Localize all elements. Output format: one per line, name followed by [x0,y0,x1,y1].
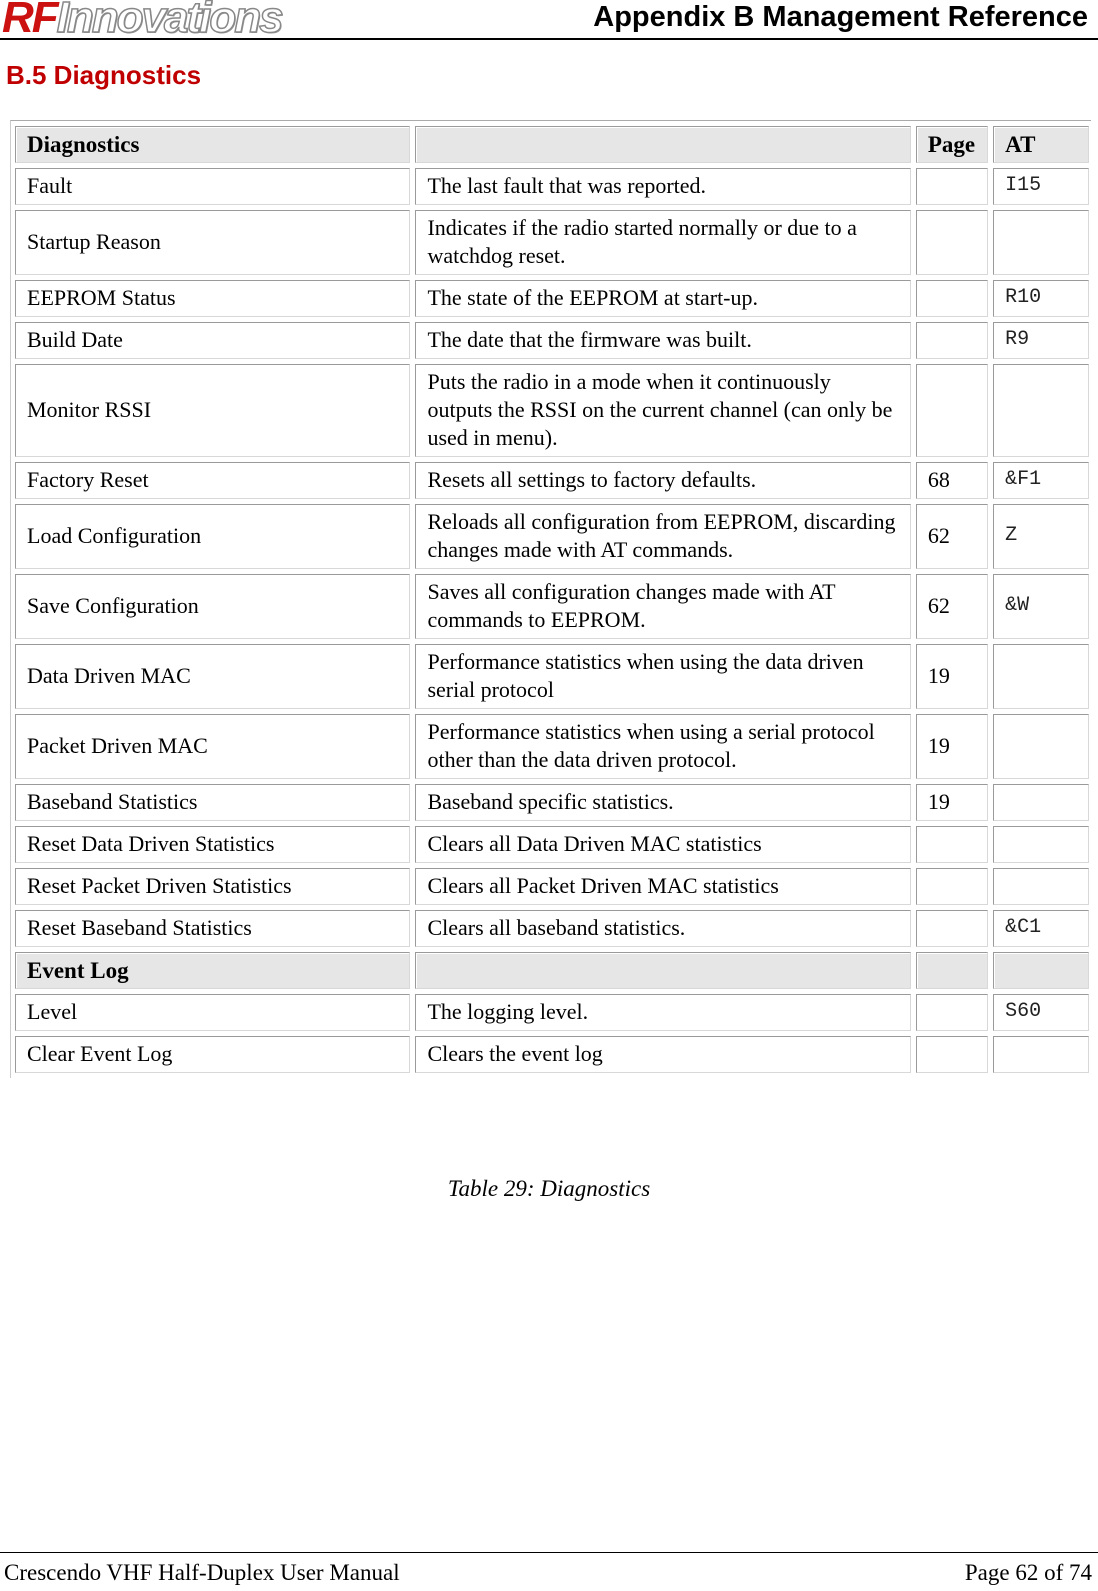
logo-innovations: Innovations [56,0,282,42]
at-command-cell: &W [993,574,1089,639]
setting-name-cell: Save Configuration [15,574,410,639]
setting-description-cell: Clears the event log [415,1036,910,1073]
setting-description-cell: Performance statistics when using a serial protocol other than the data driven protocol. [415,714,910,779]
setting-description-cell: The last fault that was reported. [415,168,910,205]
page-ref-cell [916,994,988,1031]
page-ref-cell: 62 [916,504,988,569]
at-command-cell [993,364,1089,457]
company-logo [2,0,282,42]
footer-divider [0,1552,1098,1553]
logo-rf: RF [2,0,57,42]
at-command-cell [993,868,1089,905]
page-ref-cell [916,910,988,947]
page-ref-cell: 19 [916,784,988,821]
setting-name-cell: Fault [15,168,410,205]
setting-description-cell: Indicates if the radio started normally or due to a watchdog reset. [415,210,910,275]
page-ref-cell: 19 [916,714,988,779]
setting-name-cell: Startup Reason [15,210,410,275]
at-command-cell [993,784,1089,821]
group-header-page [916,952,988,989]
group-header-at: AT [993,126,1089,163]
page-ref-cell [916,210,988,275]
page-header [0,0,1098,40]
table-row [15,910,1089,947]
setting-name-cell: Build Date [15,322,410,359]
setting-description-cell: The logging level. [415,994,910,1031]
table-row [15,826,1089,863]
setting-name-cell: Level [15,994,410,1031]
table-row [15,574,1089,639]
setting-name-cell: Load Configuration [15,504,410,569]
setting-name-cell: Baseband Statistics [15,784,410,821]
diagnostics-table-frame [10,120,1091,1078]
table-group-header [15,126,1089,163]
table-row [15,322,1089,359]
table-row [15,714,1089,779]
at-command-cell: Z [993,504,1089,569]
setting-description-cell: The date that the firmware was built. [415,322,910,359]
setting-description-cell: Reloads all configuration from EEPROM, discarding changes made with AT commands. [415,504,910,569]
page-ref-cell [916,280,988,317]
diagnostics-table [10,121,1094,1078]
setting-name-cell: Reset Data Driven Statistics [15,826,410,863]
at-command-cell: I15 [993,168,1089,205]
group-header-title: Event Log [15,952,410,989]
at-command-cell: &C1 [993,910,1089,947]
at-command-cell: R10 [993,280,1089,317]
setting-description-cell: Clears all Packet Driven MAC statistics [415,868,910,905]
page-ref-cell [916,826,988,863]
table-row [15,210,1089,275]
page-ref-cell [916,168,988,205]
setting-description-cell: The state of the EEPROM at start-up. [415,280,910,317]
table-row [15,280,1089,317]
setting-name-cell: Factory Reset [15,462,410,499]
at-command-cell [993,1036,1089,1073]
table-row [15,504,1089,569]
table-row [15,644,1089,709]
setting-name-cell: Reset Baseband Statistics [15,910,410,947]
table-row [15,462,1089,499]
at-command-cell [993,714,1089,779]
setting-name-cell: Monitor RSSI [15,364,410,457]
at-command-cell: S60 [993,994,1089,1031]
page-ref-cell: 68 [916,462,988,499]
group-header-page: Page [916,126,988,163]
at-command-cell: &F1 [993,462,1089,499]
setting-name-cell: Reset Packet Driven Statistics [15,868,410,905]
setting-name-cell: EEPROM Status [15,280,410,317]
at-command-cell [993,644,1089,709]
setting-description-cell: Clears all Data Driven MAC statistics [415,826,910,863]
setting-name-cell: Clear Event Log [15,1036,410,1073]
footer-page-number: Page 62 of 74 [964,1560,1092,1585]
table-row [15,784,1089,821]
page-ref-cell: 19 [916,644,988,709]
page-ref-cell: 62 [916,574,988,639]
setting-name-cell: Packet Driven MAC [15,714,410,779]
group-header-description [415,126,910,163]
table-row [15,1036,1089,1073]
setting-name-cell: Data Driven MAC [15,644,410,709]
group-header-description [415,952,910,989]
section-title: B.5 Diagnostics [6,60,202,90]
table-row [15,994,1089,1031]
setting-description-cell: Baseband specific statistics. [415,784,910,821]
page-ref-cell [916,364,988,457]
table-row [15,168,1089,205]
diagnostics-table-body [15,126,1089,1073]
document-title: Appendix B Management Reference [593,1,1088,33]
group-header-at [993,952,1089,989]
at-command-cell [993,826,1089,863]
setting-description-cell: Performance statistics when using the data driven serial protocol [415,644,910,709]
page-ref-cell [916,868,988,905]
table-row [15,364,1089,457]
table-row [15,868,1089,905]
at-command-cell [993,210,1089,275]
setting-description-cell: Resets all settings to factory defaults. [415,462,910,499]
table-caption: Table 29: Diagnostics [447,1176,651,1201]
page-ref-cell [916,1036,988,1073]
setting-description-cell: Saves all configuration changes made with AT commands to EEPROM. [415,574,910,639]
at-command-cell: R9 [993,322,1089,359]
setting-description-cell: Clears all baseband statistics. [415,910,910,947]
footer-manual-title: Crescendo VHF Half-Duplex User Manual [4,1560,400,1585]
setting-description-cell: Puts the radio in a mode when it continuously outputs the RSSI on the current channel (can only be used in menu). [415,364,910,457]
page-ref-cell [916,322,988,359]
group-header-title: Diagnostics [15,126,410,163]
table-group-header [15,952,1089,989]
